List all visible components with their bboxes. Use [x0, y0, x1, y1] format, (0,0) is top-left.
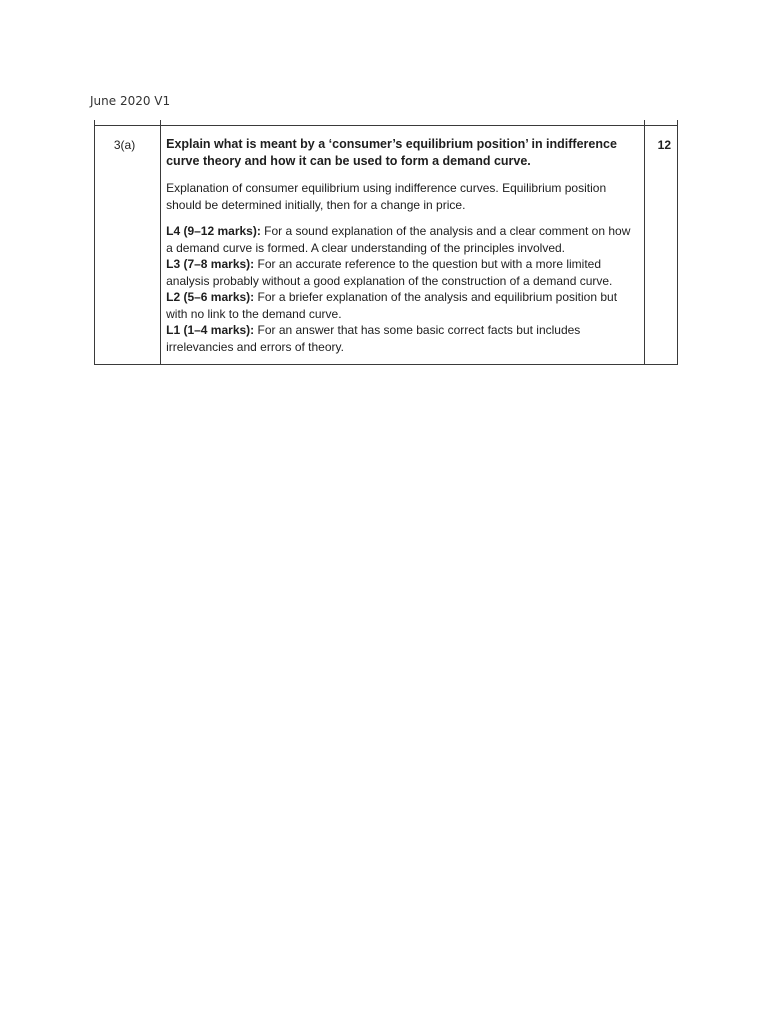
mark-scheme-table	[94, 120, 678, 365]
level-descriptor-l4	[166, 223, 638, 256]
level-text: For an answer that has some basic correct facts but includes irrelevancies and errors of theory.	[166, 323, 581, 354]
level-tag: L4 (9–12 marks):	[166, 224, 261, 238]
level-tag: L1 (1–4 marks):	[166, 323, 255, 337]
level-descriptor-l3	[166, 256, 638, 289]
level-tag: L2 (5–6 marks):	[166, 290, 255, 304]
document-heading: June 2020 V1	[90, 94, 171, 108]
question-text: Explain what is meant by a ‘consumer’s equilibrium position’ in indifference curve theory and how it can be used to form a demand curve.	[166, 137, 617, 168]
question-number: 3(a)	[95, 126, 161, 365]
level-tag: L3 (7–8 marks):	[166, 257, 255, 271]
table-row	[95, 126, 678, 365]
question-body-cell	[161, 126, 645, 365]
level-text: For a sound explanation of the analysis and a clear comment on how a demand curve is formed. A clear understanding of the principles involved.	[166, 224, 631, 255]
level-descriptor-l2	[166, 289, 638, 322]
total-marks: 12	[644, 126, 677, 365]
level-text: For an accurate reference to the question but with a more limited analysis probably without a good explanation of the construction of a demand curve.	[166, 257, 613, 288]
level-descriptor-l1	[166, 322, 638, 355]
level-text: For a briefer explanation of the analysis and equilibrium position but with no link to the demand curve.	[166, 290, 618, 321]
marking-guidance: Explanation of consumer equilibrium using indifference curves. Equilibrium position should be determined initially, then for a change in price.	[166, 181, 607, 212]
